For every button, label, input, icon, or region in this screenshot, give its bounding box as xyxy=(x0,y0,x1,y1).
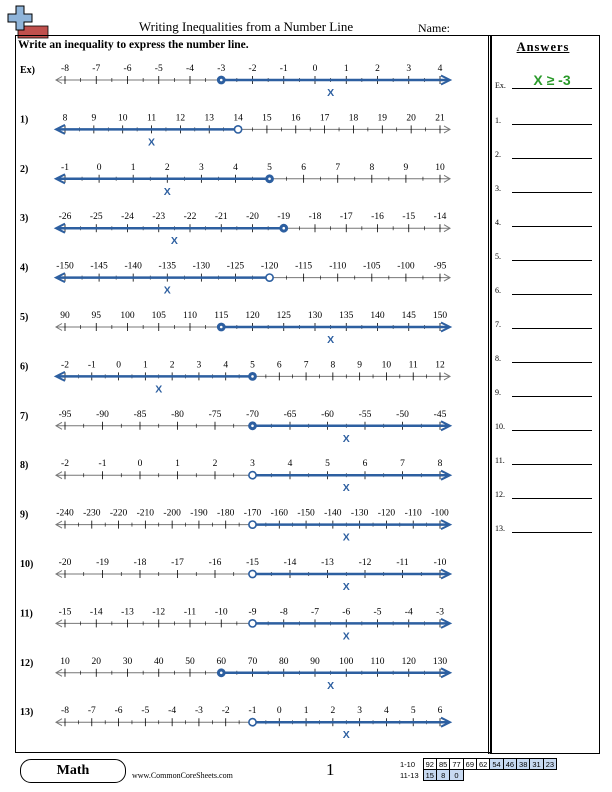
score-cell: 54 xyxy=(490,759,503,770)
score-cell: 0 xyxy=(450,770,463,781)
tick-label: -7 xyxy=(87,706,96,717)
tick-label: 4 xyxy=(223,360,229,371)
open-point xyxy=(249,570,256,577)
open-point xyxy=(249,719,256,726)
tick-label: -220 xyxy=(109,508,128,519)
score-cell: 69 xyxy=(463,759,476,770)
tick-label: 100 xyxy=(120,311,135,321)
score-table xyxy=(398,758,557,781)
tick-label: 105 xyxy=(151,311,166,321)
score-row-label: 11-13 xyxy=(400,770,419,780)
open-point xyxy=(249,521,256,528)
tick-label: -11 xyxy=(396,558,409,568)
tick-label: 150 xyxy=(432,311,448,321)
tick-label: 2 xyxy=(169,360,175,371)
tick-label: -12 xyxy=(358,558,372,568)
tick-label: 9 xyxy=(357,360,363,371)
tick-label: -95 xyxy=(58,409,72,420)
tick-label: 70 xyxy=(247,656,258,667)
tick-label: -6 xyxy=(342,607,351,618)
variable-label: X xyxy=(327,87,335,99)
tick-label: 0 xyxy=(276,706,282,717)
tick-label: -8 xyxy=(61,64,69,74)
tick-label: -130 xyxy=(192,261,211,272)
problem-label: 9) xyxy=(20,509,29,521)
tick-label: -3 xyxy=(436,607,444,618)
tick-label: 10 xyxy=(60,656,70,667)
open-point xyxy=(249,472,256,479)
tick-label: 60 xyxy=(216,656,226,667)
tick-label: 130 xyxy=(307,311,323,321)
tick-label: -210 xyxy=(136,508,155,519)
tick-label: -95 xyxy=(433,261,447,272)
tick-label: -240 xyxy=(56,508,74,519)
closed-point-center xyxy=(282,227,285,230)
tick-label: 145 xyxy=(401,311,416,321)
example-answer: X ≥ -3 xyxy=(533,72,571,88)
tick-label: -15 xyxy=(402,212,416,223)
tick-label: 16 xyxy=(291,113,301,124)
tick-label: -55 xyxy=(358,409,372,420)
problem-label: 3) xyxy=(20,213,29,225)
tick-label: 4 xyxy=(437,64,443,74)
tick-label: -23 xyxy=(152,212,166,223)
tick-label: 1 xyxy=(343,64,349,74)
answer-label: 8. xyxy=(495,354,501,363)
tick-label: -5 xyxy=(141,706,150,717)
tick-label: -1 xyxy=(98,459,107,470)
tick-label: 8 xyxy=(369,162,375,173)
instructions: Write an inequality to express the number line. xyxy=(18,39,249,51)
tick-label: -2 xyxy=(61,360,69,371)
tick-label: 6 xyxy=(362,459,368,470)
tick-label: -230 xyxy=(83,508,101,519)
tick-label: -3 xyxy=(217,64,226,74)
tick-label: -130 xyxy=(350,508,369,519)
tick-label: 40 xyxy=(154,656,164,667)
closed-point-center xyxy=(220,326,223,329)
tick-label: -135 xyxy=(158,261,176,272)
subject-badge: Math xyxy=(20,759,126,783)
tick-label: -3 xyxy=(194,706,203,717)
variable-label: X xyxy=(170,235,178,248)
tick-label: 10 xyxy=(435,162,445,173)
tick-label: 11 xyxy=(146,113,157,124)
tick-label: 90 xyxy=(310,656,320,667)
problem-label: 4) xyxy=(20,262,29,274)
score-row xyxy=(398,770,557,781)
tick-label: -1 xyxy=(87,360,96,371)
tick-label: -110 xyxy=(329,261,347,272)
tick-label: 30 xyxy=(122,656,133,667)
answer-label: 7. xyxy=(495,320,501,329)
tick-label: -14 xyxy=(89,607,103,618)
tick-label: 0 xyxy=(137,459,143,470)
score-cell: 38 xyxy=(517,759,530,770)
tick-label: 6 xyxy=(301,162,307,173)
tick-label: -2 xyxy=(61,459,69,470)
score-cell: 31 xyxy=(530,759,543,770)
tick-label: 9 xyxy=(91,113,97,124)
tick-label: 7 xyxy=(303,360,309,371)
tick-label: -11 xyxy=(183,607,197,618)
tick-label: -60 xyxy=(321,409,334,420)
tick-label: -17 xyxy=(339,212,353,223)
tick-label: -120 xyxy=(377,508,396,519)
variable-label: X xyxy=(148,136,156,149)
score-cell: 85 xyxy=(436,759,449,770)
tick-label: -9 xyxy=(248,607,257,618)
tick-label: 2 xyxy=(330,706,336,717)
tick-label: -140 xyxy=(124,261,142,272)
tick-label: -8 xyxy=(61,706,69,717)
tick-label: -120 xyxy=(260,261,279,272)
tick-label: 110 xyxy=(183,311,197,321)
answer-label: 6. xyxy=(495,286,501,295)
score-cell: 8 xyxy=(436,770,449,781)
tick-label: -190 xyxy=(190,508,208,519)
tick-label: 115 xyxy=(214,311,229,321)
tick-label: 5 xyxy=(410,706,416,717)
tick-label: 14 xyxy=(233,113,243,124)
tick-label: -145 xyxy=(90,261,108,272)
tick-label: 12 xyxy=(175,113,186,124)
tick-label: -20 xyxy=(246,212,259,223)
score-cell: 46 xyxy=(503,759,516,770)
problem-label: 13) xyxy=(20,707,34,719)
tick-label: -100 xyxy=(431,508,449,519)
tick-label: -13 xyxy=(321,558,334,568)
open-point xyxy=(234,126,241,133)
problem-label: 1) xyxy=(20,114,29,126)
tick-label: -110 xyxy=(404,508,422,519)
tick-label: -16 xyxy=(371,212,384,223)
answer-label-example: Ex. xyxy=(495,81,506,90)
tick-label: 100 xyxy=(339,656,354,667)
tick-label: -90 xyxy=(96,409,109,420)
problem-label: 12) xyxy=(20,657,34,669)
tick-label: -160 xyxy=(270,508,288,519)
tick-label: 110 xyxy=(370,656,385,667)
variable-label: X xyxy=(327,334,335,346)
closed-point-center xyxy=(220,79,223,82)
tick-label: 1 xyxy=(175,459,180,470)
tick-label: -16 xyxy=(208,558,222,568)
tick-label: 3 xyxy=(198,162,204,173)
tick-label: 120 xyxy=(245,311,260,321)
tick-label: 2 xyxy=(212,459,218,470)
tick-label: -65 xyxy=(283,409,297,420)
tick-label: -50 xyxy=(396,409,409,420)
tick-label: 3 xyxy=(406,64,412,74)
tick-label: -100 xyxy=(397,261,415,272)
score-cell: 62 xyxy=(477,759,490,770)
variable-label: X xyxy=(163,185,171,198)
problem-label: 10) xyxy=(20,559,34,570)
answer-label: 12. xyxy=(495,490,505,499)
tick-label: 10 xyxy=(117,113,128,124)
variable-label: X xyxy=(155,383,163,396)
tick-label: -7 xyxy=(311,607,319,618)
score-cell: 23 xyxy=(543,759,556,770)
answer-label: 3. xyxy=(495,184,501,193)
tick-label: -140 xyxy=(324,508,342,519)
tick-label: 130 xyxy=(432,656,448,667)
tick-label: 5 xyxy=(250,360,255,371)
answer-label: 4. xyxy=(495,218,501,227)
problem-label: 2) xyxy=(20,163,29,175)
tick-label: 90 xyxy=(60,311,70,321)
variable-label: X xyxy=(342,630,350,643)
tick-label: 15 xyxy=(262,113,272,124)
tick-label: -6 xyxy=(123,64,132,74)
tick-label: 7 xyxy=(400,459,405,470)
tick-label: -5 xyxy=(154,64,163,74)
tick-label: 4 xyxy=(233,162,238,173)
tick-label: 95 xyxy=(91,311,101,321)
tick-label: 12 xyxy=(435,360,445,371)
tick-label: -5 xyxy=(373,607,382,618)
tick-label: -15 xyxy=(58,607,72,618)
tick-label: 4 xyxy=(287,459,293,470)
tick-label: -1 xyxy=(279,64,288,74)
tick-label: 20 xyxy=(91,656,101,667)
tick-label: 8 xyxy=(330,360,336,371)
tick-label: -4 xyxy=(168,706,177,717)
tick-label: -2 xyxy=(221,706,230,717)
tick-label: 7 xyxy=(335,162,341,173)
tick-label: 2 xyxy=(164,162,170,173)
tick-label: -1 xyxy=(61,162,69,173)
tick-label: -125 xyxy=(226,261,245,272)
tick-label: 120 xyxy=(401,656,416,667)
score-cell: 77 xyxy=(450,759,463,770)
score-row-label: 1-10 xyxy=(400,759,416,769)
answer-label: 1. xyxy=(495,116,501,125)
tick-label: -20 xyxy=(58,558,72,568)
tick-label: 125 xyxy=(276,311,291,321)
tick-label: 135 xyxy=(339,311,354,321)
tick-label: 6 xyxy=(437,706,443,717)
tick-label: -22 xyxy=(183,212,197,223)
tick-label: 3 xyxy=(196,360,202,371)
tick-label: -17 xyxy=(171,558,184,568)
tick-label: 5 xyxy=(267,162,272,173)
tick-label: -115 xyxy=(295,261,313,272)
tick-label: -8 xyxy=(279,607,288,618)
score-row xyxy=(398,759,557,770)
tick-label: 6 xyxy=(276,360,282,371)
tick-label: 0 xyxy=(116,360,121,371)
tick-label: -180 xyxy=(217,508,235,519)
tick-label: 3 xyxy=(250,459,255,470)
tick-label: -4 xyxy=(404,607,413,618)
variable-label: X xyxy=(327,679,335,692)
tick-label: -85 xyxy=(133,409,147,420)
tick-label: -14 xyxy=(433,212,447,223)
tick-label: 50 xyxy=(185,656,195,667)
website-label: www.CommonCoreSheets.com xyxy=(132,771,233,780)
tick-label: 1 xyxy=(142,360,148,371)
variable-label: X xyxy=(342,729,350,742)
tick-label: -45 xyxy=(433,409,447,420)
answer-label: 13. xyxy=(495,524,505,533)
tick-label: 10 xyxy=(381,360,392,371)
problem-label: 7) xyxy=(20,410,29,422)
answers-title: Answers xyxy=(516,40,570,54)
variable-label: X xyxy=(163,284,171,297)
tick-label: 13 xyxy=(204,113,214,124)
tick-label: 0 xyxy=(96,162,102,173)
tick-label: 11 xyxy=(408,360,418,371)
tick-label: -26 xyxy=(58,212,72,223)
open-point xyxy=(249,620,256,627)
tick-label: -15 xyxy=(246,558,259,568)
closed-point-center xyxy=(251,375,254,378)
name-label: Name: xyxy=(418,21,450,35)
answer-label: 5. xyxy=(495,252,501,261)
tick-label: -10 xyxy=(433,558,447,568)
score-cell: 92 xyxy=(423,759,436,770)
tick-label: 8 xyxy=(437,459,443,470)
tick-label: -13 xyxy=(121,607,134,618)
score-cell: 15 xyxy=(423,770,436,781)
variable-label: X xyxy=(342,432,350,445)
answer-label: 9. xyxy=(495,388,501,397)
tick-label: -18 xyxy=(133,558,147,568)
tick-label: -200 xyxy=(163,508,181,519)
variable-label: X xyxy=(342,482,350,495)
tick-label: -25 xyxy=(89,212,103,223)
closed-point-center xyxy=(220,672,223,675)
problem-label: 11) xyxy=(20,608,33,620)
tick-label: -21 xyxy=(214,212,228,223)
closed-point-center xyxy=(251,425,254,428)
tick-label: -75 xyxy=(208,409,222,420)
tick-label: -6 xyxy=(114,706,123,717)
open-point xyxy=(266,274,273,281)
problem-label: Ex) xyxy=(20,65,35,76)
tick-label: 2 xyxy=(375,64,380,74)
tick-label: -12 xyxy=(152,607,166,618)
tick-label: -2 xyxy=(248,64,257,74)
tick-label: -70 xyxy=(246,409,259,420)
tick-label: 20 xyxy=(406,113,416,124)
tick-label: -19 xyxy=(277,212,291,223)
tick-label: 80 xyxy=(279,656,289,667)
tick-label: -7 xyxy=(92,64,101,74)
tick-label: 8 xyxy=(62,113,68,124)
tick-label: 17 xyxy=(319,113,330,124)
tick-label: -4 xyxy=(186,64,194,74)
tick-label: 140 xyxy=(370,311,385,321)
tick-label: -1 xyxy=(248,706,257,717)
tick-label: -14 xyxy=(283,558,297,568)
tick-label: 18 xyxy=(348,113,359,124)
tick-label: -24 xyxy=(121,212,134,223)
tick-label: 5 xyxy=(325,459,330,470)
tick-label: 1 xyxy=(130,162,136,173)
answer-label: 11. xyxy=(495,456,505,465)
tick-label: -10 xyxy=(214,607,228,618)
problem-label: 8) xyxy=(20,460,29,472)
tick-label: -19 xyxy=(96,558,109,568)
tick-label: -105 xyxy=(363,261,381,272)
tick-label: 1 xyxy=(303,706,309,717)
tick-label: -18 xyxy=(308,212,322,223)
tick-label: -170 xyxy=(243,508,262,519)
problem-label: 5) xyxy=(20,312,29,323)
closed-point-center xyxy=(268,178,271,181)
tick-label: -150 xyxy=(297,508,315,519)
tick-label: 3 xyxy=(357,706,363,717)
tick-label: -80 xyxy=(171,409,184,420)
tick-label: 21 xyxy=(435,113,445,124)
tick-label: 9 xyxy=(403,162,409,173)
answer-label: 2. xyxy=(495,150,501,159)
answer-label: 10. xyxy=(495,422,505,431)
page-number: 1 xyxy=(326,760,335,779)
variable-label: X xyxy=(342,581,350,593)
tick-label: 19 xyxy=(377,113,388,124)
problem-label: 6) xyxy=(20,361,29,373)
worksheet-title: Writing Inequalities from a Number Line xyxy=(138,19,354,34)
tick-label: 4 xyxy=(384,706,389,717)
variable-label: X xyxy=(342,531,350,544)
tick-label: -150 xyxy=(56,261,74,272)
tick-label: 0 xyxy=(312,64,318,74)
